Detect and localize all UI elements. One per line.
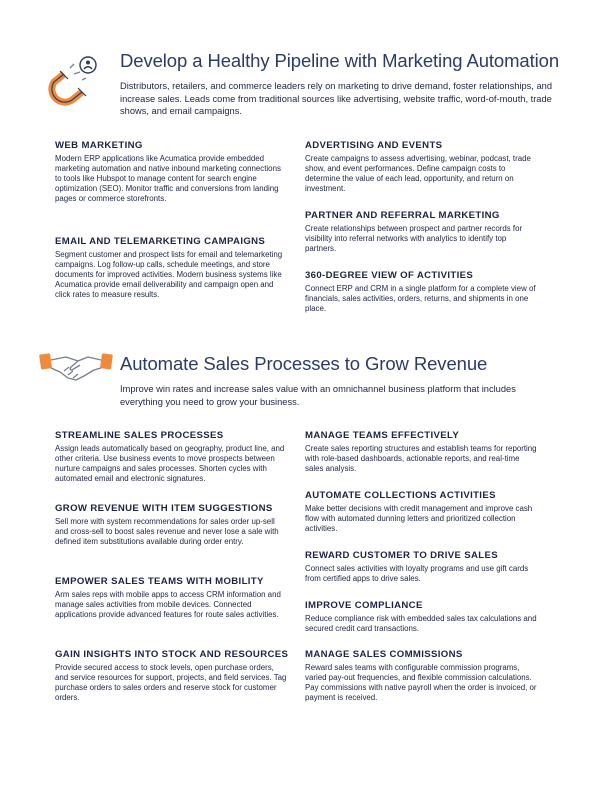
feature-heading: EMAIL AND TELEMARKETING CAMPAIGNS — [55, 236, 266, 247]
feature-360-view — [305, 270, 537, 314]
feature-body: Sell more with system recommendations for sales order up-sell and cross-sell to boost sales revenue and never lose a sale with defined item substitutions available during order entry. — [55, 517, 279, 547]
section-intro-sales: Improve win rates and increase sales value with an omnichannel business platform that includes everything you need to grow your business. — [120, 384, 516, 407]
feature-body: Create relationships between prospect and partner records for visibility into referral networks with analytics to identify top partners. — [305, 224, 523, 254]
feature-body: Assign leads automatically based on geography, product line, and other criteria. Use business events to move prospects between nurture campaigns and sales processes. Shorten cycles with automated email and electronic signatures. — [55, 444, 285, 484]
feature-commissions — [305, 649, 537, 703]
feature-body: Arm sales reps with mobile apps to access CRM information and manage sales activities from mobile devices. Connected applications provide advanced features for route sales activities. — [55, 590, 281, 620]
feature-sales-mobility — [55, 576, 287, 620]
feature-web-marketing — [55, 140, 287, 204]
feature-email-telemarketing — [55, 236, 287, 300]
feature-body: Modern ERP applications like Acumatica provide embedded marketing automation and native inbound marketing connections to tools like Hubspot to manage content for search engine optimization (SEO). Monitor traffic and conversions from landing pages or commerce storefronts. — [55, 154, 281, 204]
feature-manage-teams — [305, 430, 537, 474]
feature-body: Reward sales teams with configurable commission programs, varied pay-out frequencies, and flexible commission calculations. Pay commissions with native payroll when the order is invoiced, or payment is received. — [305, 663, 537, 703]
feature-heading: MANAGE TEAMS EFFECTIVELY — [305, 430, 460, 441]
feature-streamline-sales — [55, 430, 287, 484]
section-title-marketing: Develop a Healthy Pipeline with Marketing Automation — [120, 50, 560, 71]
feature-collections — [305, 490, 537, 534]
feature-advertising-events — [305, 140, 537, 194]
feature-heading: REWARD CUSTOMER TO DRIVE SALES — [305, 550, 498, 561]
section-intro-marketing: Distributors, retailers, and commerce leaders rely on marketing to drive demand, foster relationships, and increase sales. Leads come from traditional sources like advertising, website traffic, word-of-mouth, trade shows, and email campaigns. — [120, 81, 552, 117]
feature-heading: WEB MARKETING — [55, 140, 143, 151]
feature-heading: STREAMLINE SALES PROCESSES — [55, 430, 224, 441]
feature-partner-referral — [305, 210, 537, 254]
feature-body: Make better decisions with credit management and improve cash flow with automated dunning letters and prioritized collection activities. — [305, 504, 533, 534]
feature-heading: AUTOMATE COLLECTIONS ACTIVITIES — [305, 490, 496, 501]
feature-heading: EMPOWER SALES TEAMS WITH MOBILITY — [55, 576, 264, 587]
feature-heading: PARTNER AND REFERRAL MARKETING — [305, 210, 500, 221]
magnet-icon — [40, 52, 110, 112]
feature-body: Reduce compliance risk with embedded sales tax calculations and secured credit card transactions. — [305, 614, 537, 634]
feature-compliance — [305, 600, 537, 634]
feature-reward-customer — [305, 550, 537, 584]
feature-heading: 360-DEGREE VIEW OF ACTIVITIES — [305, 270, 474, 281]
feature-body: Connect sales activities with loyalty programs and use gift cards from certified apps to drive sales. — [305, 564, 529, 584]
feature-body: Connect ERP and CRM in a single platform for a complete view of financials, sales activities, orders, returns, and shipments in one place. — [305, 284, 536, 314]
feature-heading: MANAGE SALES COMMISSIONS — [305, 649, 463, 660]
feature-item-suggestions — [55, 503, 287, 547]
feature-body: Create sales reporting structures and establish teams for reporting with role-based dashboards, actionable reports, and real-time sales analysis. — [305, 444, 537, 474]
feature-body: Provide secured access to stock levels, open purchase orders, and service resources for support, projects, and field services. Tag purchase orders to sales orders and reserve stock for customer orders. — [55, 663, 287, 703]
feature-stock-insights — [55, 649, 287, 703]
feature-heading: GAIN INSIGHTS INTO STOCK AND RESOURCES — [55, 649, 289, 660]
feature-heading: IMPROVE COMPLIANCE — [305, 600, 423, 611]
feature-body: Create campaigns to assess advertising, webinar, podcast, trade show, and event performances. Define campaign costs to determine the value of each lead, opportunity, and return on investment. — [305, 154, 531, 194]
section-title-sales: Automate Sales Processes to Grow Revenue — [120, 353, 488, 374]
handshake-icon — [38, 348, 114, 388]
feature-body: Segment customer and prospect lists for email and telemarketing campaigns. Log follow-up calls, schedule meetings, and store documents for improved activities. Modern business systems like Acumatica provide email deliverability and campaign open and click rates to measure results. — [55, 250, 283, 300]
feature-heading: GROW REVENUE WITH ITEM SUGGESTIONS — [55, 503, 273, 514]
feature-heading: ADVERTISING AND EVENTS — [305, 140, 443, 151]
